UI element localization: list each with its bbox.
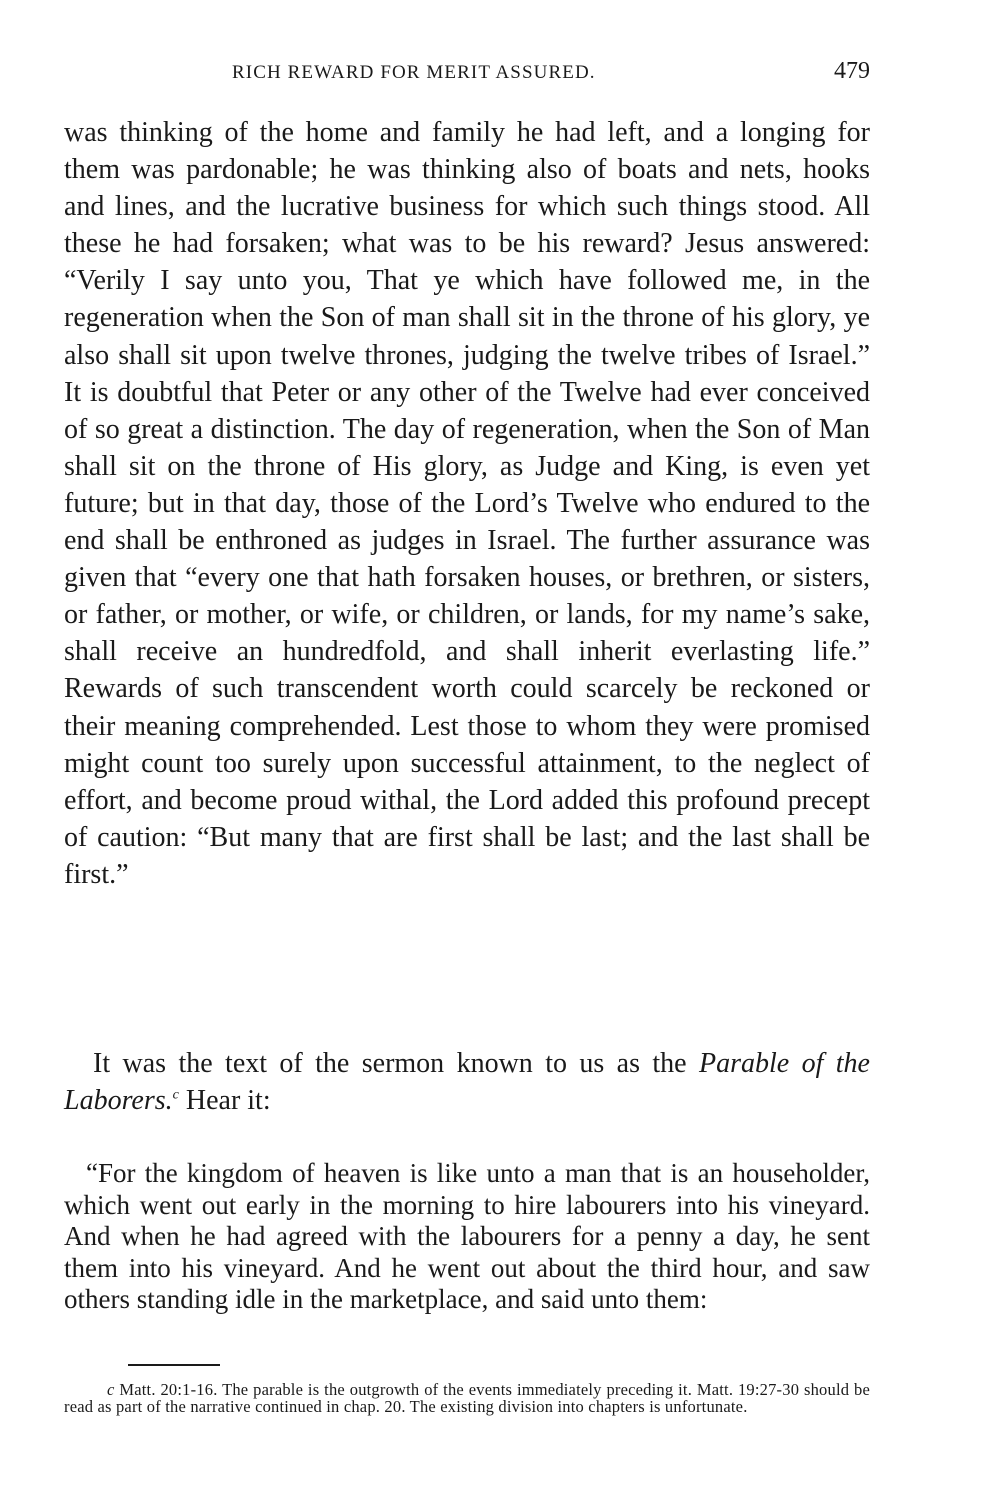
paragraph-2-start: It was the text of the sermon known to us as the <box>93 1048 699 1079</box>
paragraph-2-end: Hear it: <box>178 1085 271 1117</box>
parable-title: Parable of the Laborers. <box>64 1048 870 1117</box>
footnote-reference: c <box>172 1087 179 1103</box>
footnote-rule <box>128 1364 220 1366</box>
footnote-marker: c <box>107 1380 115 1399</box>
paragraph-1: was thinking of the home and family he had left, and a longing for them was pardonable; he was thinking also of boats and nets, hooks and lines, and the lucrative business for which such things stood. All these he had forsaken; what was to be his reward? Jesus answered: “Verily I say unto you, That ye which have followed me, in the regeneration when the Son of man shall sit in the throne of his glory, ye also shall sit upon twelve thrones, judging the twelve tribes of Israel.” It is doubtful that Peter or any other of the Twelve had ever conceived of so great a distinction. The day of regeneration, when the Son of Man shall sit on the throne of His glory, as Judge and King, is even yet future; but in that day, those of the Lord’s Twelve who endured to the end shall be enthroned as judges in Israel. The further assurance was given that “every one that hath forsaken houses, or brethren, or sisters, or father, or mother, or wife, or children, or lands, for my name’s sake, shall receive an hundredfold, and shall inherit everlasting life.” Rewards of such transcendent worth could scarcely be reckoned or their meaning comprehended. Lest those to whom they were promised might count too surely upon successful attainment, to the neglect of effort, and become proud withal, the Lord added this profound precept of caution: “But many that are first shall be last; and the last shall be first.” <box>64 117 870 890</box>
footnote-text: Matt. 20:1-16. The parable is the outgrowth of the events immediately preceding it. Matt. 19:27-30 should be read as part of the narrative continued in chap. 20. The existing division into chapters is unfortunate. <box>64 1380 870 1416</box>
footnote <box>64 1381 870 1415</box>
running-title: RICH REWARD FOR MERIT ASSURED. <box>232 62 596 83</box>
paragraph-2 <box>64 1045 870 1119</box>
book-page <box>64 0 870 1504</box>
scripture-quote: “For the kingdom of heaven is like unto a man that is an householder, which went out early in the morning to hire labourers into his vineyard. And when he had agreed with the labourers for a penny a day, he sent them into his vineyard. And he went out about the third hour, and saw others standing idle in the marketplace, and said unto them: <box>64 1158 870 1315</box>
page-number: 479 <box>834 58 870 84</box>
running-head <box>64 58 870 88</box>
